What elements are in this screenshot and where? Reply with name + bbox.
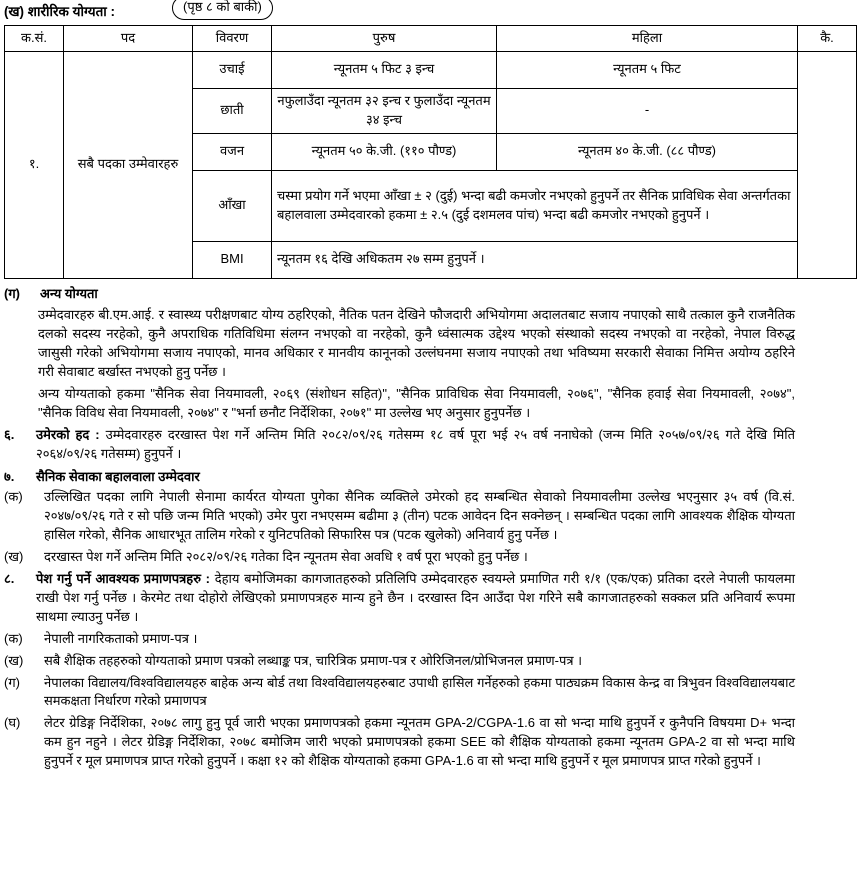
cell-desc: BMI bbox=[193, 241, 272, 278]
col-header-desc: विवरण bbox=[193, 26, 272, 52]
document-body bbox=[0, 285, 801, 771]
cell-male: नफुलाउँदा न्यूनतम ३२ इन्च र फुलाउँदा न्यूनतम ३४ इन्च bbox=[272, 88, 497, 133]
marker-8-gha: (घ) bbox=[4, 715, 21, 731]
section-documents-title: पेश गर्नु पर्ने आवश्यक प्रमाणपत्रहरु bbox=[36, 571, 201, 587]
cell-desc: उचाई bbox=[193, 51, 272, 88]
section-ga-para-1: उम्मेदवारहरु बी.एम.आई. र स्वास्थ्य परीक्षणबाट योग्य ठहरिएको, नैतिक पतन देखिने फौजदारी अभियोगमा अदालतबाट सजाय नपाएको साथै तत्काल कुनै राजनैतिक दलको सदस्य नरहेको, कुनै अपराधिक गतिविधिमा संलग्न नभएको वा नरहेको, कुनै ध्वंसात्मक उद्देश्य भएको संस्थाको सदस्य नभएको वा नरहेको, नेपाल विरुद्ध जासुसी गरेको अभियोगमा सजाय नपाएको, मानव अधिकार र मानवीय कानूनको उल्लंघनमा सजाय नपाएको तथा भविष्यमा सरकारी सेवाका निमित्त अयोग्य ठहरिने गरी सेवाबाट बर्खास्त नभएको हुनु पर्नेछ । bbox=[38, 307, 795, 379]
section-documents-point-ga-text: नेपालका विद्यालय/विश्वविद्यालयहरु बाहेक अन्य बोर्ड तथा विश्वविद्यालयहरुबाट उपाधी हासिल गर्नेहरुको हकमा पाठ्यक्रम विकास केन्द्र वा त्रिभुवन विश्वविद्यालयबाट समकक्षता निर्धारण गरेको प्रमाणपत्र bbox=[44, 674, 795, 709]
col-header-post: पद bbox=[64, 26, 193, 52]
section-documents-point-gha bbox=[4, 714, 795, 771]
section-documents-point-gha-text: लेटर ग्रेडिङ्ग निर्देशिका, २०७८ लागु हुनु पूर्व जारी भएका प्रमाणपत्रको हकमा न्यूनतम GPA-2/CGPA-1.6 वा सो भन्दा माथि हुनुपर्ने र कुनैपनि विषयमा D+ भन्दा कम हुन नहुने । लेटर ग्रेडिङ्ग निर्देशिका, २०७८ बमोजिम जारी भएको प्रमाणपत्रको हकमा SEE को शैक्षिक योग्यताको हकमा न्यूनतम GPA-2 वा सो भन्दा माथि हुनुपर्ने र मूल प्रमाणपत्र प्राप्त गरेको हुनुपर्ने । कक्षा १२ को शैक्षिक योग्यताको हकमा GPA-1.6 वा सो भन्दा माथि हुनुपर्ने र मूल प्रमाणपत्र प्राप्त गरेको हुनुपर्ने । bbox=[44, 715, 795, 768]
col-header-remarks: कै. bbox=[798, 26, 857, 52]
page-continuation-note: (पृष्ठ ८ को बाकी) bbox=[172, 0, 273, 20]
col-header-male: पुरुष bbox=[272, 26, 497, 52]
section-serving-point-kha bbox=[4, 548, 795, 567]
cell-male: न्यूनतम ५० के.जी. (११० पौण्ड) bbox=[272, 133, 497, 170]
cell-sn: १. bbox=[5, 51, 64, 278]
marker-ga: (ग) bbox=[4, 285, 20, 301]
section-ga-para-2: अन्य योग्यताको हकमा "सैनिक सेवा नियमावली, २०६९ (संशोधन सहित)", "सैनिक प्राविधिक सेवा नियमावली, २०७६", "सैनिक हवाई सेवा नियमावली, २०७४", "सैनिक विविध सेवा नियमावली, २०७४" र "भर्ना छनौट निर्देशिका, २०७१" मा उल्लेख भए अनुसार हुनुपर्नेछ । bbox=[38, 385, 795, 420]
cell-female: - bbox=[497, 88, 798, 133]
col-header-female: महिला bbox=[497, 26, 798, 52]
physical-qualification-table bbox=[4, 25, 857, 279]
table-header-row bbox=[5, 26, 857, 52]
cell-eye-requirement: चस्मा प्रयोग गर्ने भएमा आँखा ± २ (दुई) भन्दा बढी कमजोर नभएको हुनुपर्ने तर सैनिक प्राविधिक सेवा अन्तर्गतका बहालवाला उम्मेदवारको हकमा ± २.५ (दुई दशमलव पांच) भन्दा बढी कमजोर नभएको हुनुपर्ने । bbox=[272, 170, 798, 241]
section-serving-title: सैनिक सेवाका बहालवाला उम्मेदवार bbox=[36, 469, 200, 485]
table-row bbox=[5, 51, 857, 88]
cell-female: न्यूनतम ५ फिट bbox=[497, 51, 798, 88]
marker-7-kha: (ख) bbox=[4, 548, 24, 564]
section-documents-point-kha bbox=[4, 652, 795, 671]
section-age-title: उमेरको हद bbox=[36, 427, 90, 443]
cell-desc: आँखा bbox=[193, 170, 272, 241]
section-serving-point-kha-text: दरखास्त पेश गर्ने अन्तिम मिति २०८२/०९/२६ गतेका दिन न्यूनतम सेवा अवधि १ वर्ष पूरा भएको हुनु पर्नेछ । bbox=[44, 548, 528, 564]
section-documents-point-ga bbox=[4, 674, 795, 712]
section-age-limit bbox=[4, 426, 795, 464]
marker-8-ga: (ग) bbox=[4, 674, 20, 690]
cell-male: न्यूनतम ५ फिट ३ इन्च bbox=[272, 51, 497, 88]
section-age-text: उम्मेदवारहरु दरखास्त पेश गर्ने अन्तिम मिति २०८२/०९/२६ गतेसम्म १८ वर्ष पूरा भई २५ वर्ष ननाघेको (जन्म मिति २०५७/०९/२६ गते देखि मिति २०६४/०९/२६ गतेसम्म) हुनुपर्ने । bbox=[36, 427, 796, 462]
section-serving-point-ka bbox=[4, 488, 795, 545]
marker-6: ६. bbox=[4, 427, 15, 443]
marker-7-ka: (क) bbox=[4, 488, 23, 504]
cell-female: न्यूनतम ४० के.जी. (८८ पौण्ड) bbox=[497, 133, 798, 170]
section-documents bbox=[4, 570, 795, 627]
cell-bmi-requirement: न्यूनतम १६ देखि अधिकतम २७ सम्म हुनुपर्ने । bbox=[272, 241, 798, 278]
section-serving-point-ka-text: उल्लिखित पदका लागि नेपाली सेनामा कार्यरत योग्यता पुगेका सैनिक व्यक्तिले उमेरको हद सम्बन्धित सेवाको नियमावलीमा उल्लेख भएनुसार ३५ वर्ष (वि.सं. २०४७/०९/२६ गते र सो पछि जन्म मिति भएको) उमेर पुरा नभएसम्म बढीमा ३ (तीन) पटक आवेदन दिन सक्नेछन् । सम्बन्धित पदका लागि आवश्यक शैक्षिक योग्यता हासिल गरेको, सैनिक आधारभूत तालिम गरेको र युनिटपतिको सिफारिस पत्र (पटक खुलेको) अनिवार्य हुनु पर्नेछ । bbox=[44, 488, 795, 542]
cell-desc: छाती bbox=[193, 88, 272, 133]
section-age-title-suffix: : bbox=[89, 427, 100, 443]
section-documents-point-kha-text: सबै शैक्षिक तहहरुको योग्यताको प्रमाण पत्रको लब्धाङ्क पत्र, चारित्रिक प्रमाण-पत्र र ओरिजिनल/प्रोभिजनल प्रमाण-पत्र । bbox=[44, 652, 583, 668]
section-documents-title-suffix: : bbox=[200, 571, 211, 587]
cell-desc: वजन bbox=[193, 133, 272, 170]
marker-8: ८. bbox=[4, 571, 15, 587]
section-documents-point-ka bbox=[4, 630, 795, 649]
col-header-sn: क.सं. bbox=[5, 26, 64, 52]
section-documents-text: देहाय बमोजिमका कागजातहरुको प्रतिलिपि उम्मेदवारहरु स्वयम्ले प्रमाणित गरी १/१ (एक/एक) प्रतिका दरले नेपाली फायलमा राखी पेश गर्नु पर्नेछ । केरमेट तथा दोहोरो लेखिएको प्रमाणपत्रहरु मान्य हुने छैन । दरखास्त दिन आउँदा पेश गरिने सबै कागजातहरुको सक्कल प्रति अनिवार्य रूपमा साथमा ल्याउनु पर्नेछ । bbox=[36, 571, 795, 625]
cell-post: सबै पदका उम्मेवारहरु bbox=[64, 51, 193, 278]
section-ga-title: अन्य योग्यता bbox=[40, 285, 98, 301]
marker-8-kha: (ख) bbox=[4, 652, 24, 668]
section-serving-heading bbox=[4, 468, 795, 487]
marker-7: ७. bbox=[4, 469, 15, 485]
section-ga-heading bbox=[4, 285, 795, 304]
section-header-physical bbox=[0, 0, 801, 25]
marker-8-ka: (क) bbox=[4, 630, 23, 646]
section-label: (ख) शारीरिक योग्यता : bbox=[4, 4, 116, 20]
cell-remark bbox=[798, 51, 857, 278]
section-documents-point-ka-text: नेपाली नागरिकताको प्रमाण-पत्र । bbox=[44, 630, 198, 646]
